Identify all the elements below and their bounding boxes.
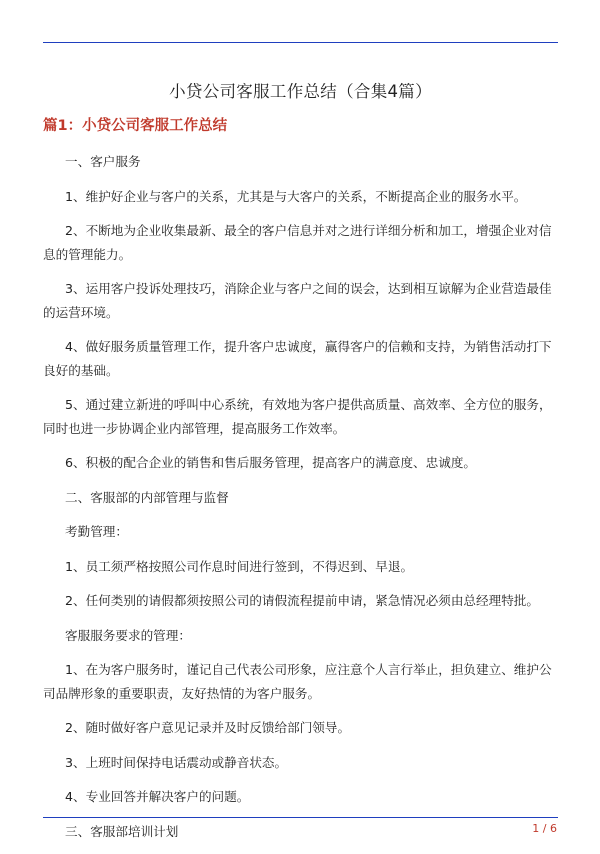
paragraph: 2、不断地为企业收集最新、最全的客户信息并对之进行详细分析和加工，增强企业对信息的管理能力。 [43,223,552,262]
section-heading: 篇1：小贷公司客服工作总结 [43,118,228,134]
paragraph: 5、通过建立新进的呼叫中心系统，有效地为客户提供高质量、高效率、全方位的服务，同时也进一步协调企业内部管理，提高服务工作效率。 [43,397,552,436]
header-rule [43,42,558,43]
paragraph: 1、员工须严格按照公司作息时间进行签到，不得迟到、早退。 [65,558,414,574]
paragraph: 3、上班时间保持电话震动或静音状态。 [65,754,288,770]
page-number: 1 / 6 [532,822,557,835]
paragraph: 考勤管理： [65,524,128,539]
paragraph: 6、积极的配合企业的销售和售后服务管理，提高客户的满意度、忠诚度。 [65,455,477,470]
paragraph: 客服服务要求的管理： [65,627,191,643]
paragraph: 二、客服部的内部管理与监督 [65,489,229,505]
paragraph: 2、随时做好客户意见记录并及时反馈给部门领导。 [65,720,351,735]
paragraph: 2、任何类别的请假都须按照公司的请假流程提前申请，紧急情况必须由总经理特批。 [65,593,539,608]
paragraph: 3、运用客户投诉处理技巧，消除企业与客户之间的误会，达到相互谅解为企业营造最佳的运营环境。 [43,281,552,320]
paragraph: 4、做好服务质量管理工作，提升客户忠诚度，赢得客户的信赖和支持，为销售活动打下良好的基础。 [43,339,552,378]
paragraph: 1、在为客户服务时，谨记自己代表公司形象，应注意个人言行举止，担负建立、维护公司品牌形象的重要职责，友好热情的为客户服务。 [43,662,552,701]
document-title: 小贷公司客服工作总结（合集4篇） [169,82,432,101]
paragraph: 1、维护好企业与客户的关系，尤其是与大客户的关系，不断提高企业的服务水平。 [65,188,527,204]
paragraph: 一、客户服务 [65,154,141,169]
paragraph: 三、客服部培训计划 [65,823,179,839]
paragraph: 4、专业回答并解决客户的问题。 [65,789,250,804]
document-body [43,150,560,854]
footer-rule [43,817,558,818]
